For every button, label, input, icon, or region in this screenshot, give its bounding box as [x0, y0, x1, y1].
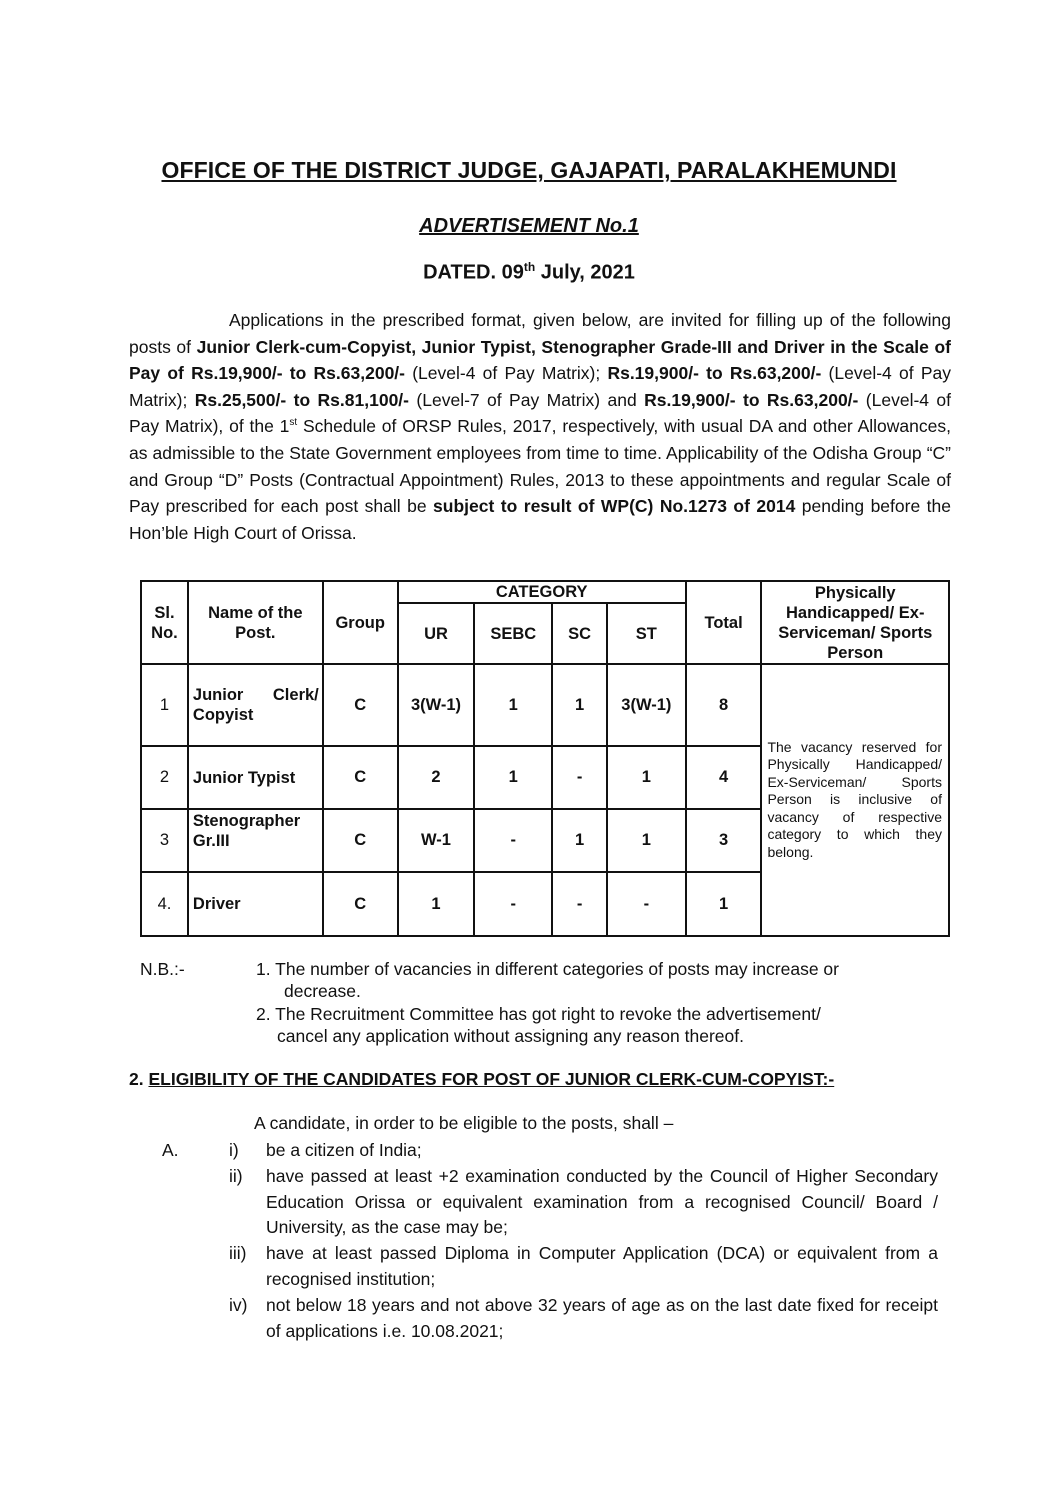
cell-group: C	[323, 664, 398, 746]
cell-sl: 1	[141, 664, 188, 746]
cell-post: Stenographer Gr.III	[188, 809, 323, 872]
cell-total: 1	[686, 872, 762, 936]
item-marker: iv)	[229, 1295, 248, 1315]
header-category: CATEGORY	[398, 581, 686, 603]
item-marker: ii)	[229, 1166, 243, 1186]
cell-sc: 1	[552, 809, 607, 872]
eligibility-item: be a citizen of India;	[266, 1140, 422, 1160]
cell-group: C	[323, 746, 398, 809]
cell-sebc: 1	[474, 664, 552, 746]
item-letter-a: A.	[162, 1140, 179, 1160]
cell-ur: 1	[398, 872, 475, 936]
cell-st: -	[607, 872, 686, 936]
cell-sebc: -	[474, 809, 552, 872]
vacancy-table	[140, 580, 950, 937]
header-ur: UR	[398, 603, 475, 664]
cell-ur: 2	[398, 746, 475, 809]
header-post-name: Name of the Post.	[188, 581, 323, 664]
intro-paragraph: Applications in the prescribed format, given below, are invited for filling up of the following posts of Junior Clerk-cum-Copyist, Junior Typist, Stenographer Grade-III and Driver in the Scale of Pay of Rs.19,900/- to Rs.63,200/- (Level-4 of Pay Matrix); Rs.19,900/- to Rs.63,200/- (Level-4 of Pay Matrix); Rs.25,500/- to Rs.81,100/- (Level-7 of Pay Matrix) and Rs.19,900/- to Rs.63,200/- (Level-4 of Pay Matrix), of the 1st Schedule of ORSP Rules, 2017, respectively, with usual DA and other Allowances, as admissible to the State Government employees from time to time. Applicability of the Odisha Group “C” and Group “D” Posts (Contractual Appointment) Rules, 2013 to these appointments and regular Scale of Pay prescribed for each post shall be subject to result of WP(C) No.1273 of 2014 pending before the Hon’ble High Court of Orissa.	[129, 310, 952, 543]
header-st: ST	[607, 603, 686, 664]
eligibility-item: not below 18 years and not above 32 years of age as on the last date fixed for receipt of applications i.e. 10.08.2021;	[266, 1295, 938, 1341]
cell-st: 1	[607, 809, 686, 872]
nb-note-1-line-2: decrease.	[284, 981, 361, 1001]
nb-note-2-line-2: cancel any application without assigning any reason thereof.	[277, 1026, 744, 1046]
header-sl-no: Sl. No.	[141, 581, 188, 664]
cell-sl: 4.	[141, 872, 188, 936]
header-total: Total	[686, 581, 762, 664]
office-title: OFFICE OF THE DISTRICT JUDGE, GAJAPATI, PARALAKHEMUNDI	[161, 157, 897, 183]
item-marker: i)	[229, 1140, 239, 1160]
header-sc: SC	[552, 603, 607, 664]
cell-sl: 2	[141, 746, 188, 809]
ph-note: The vacancy reserved for Physically Handicapped/ Ex-Serviceman/ Sports Person is inclusive of vacancy of respective category to which they belong.	[761, 664, 949, 936]
cell-sc: 1	[552, 664, 607, 746]
cell-group: C	[323, 872, 398, 936]
header-sebc: SEBC	[474, 603, 552, 664]
cell-total: 3	[686, 809, 762, 872]
cell-group: C	[323, 809, 398, 872]
cell-sc: -	[552, 872, 607, 936]
cell-sc: -	[552, 746, 607, 809]
cell-sebc: -	[474, 872, 552, 936]
cell-st: 3(W-1)	[607, 664, 686, 746]
item-marker: iii)	[229, 1243, 247, 1263]
table-row	[141, 664, 949, 746]
advertisement-number: ADVERTISEMENT No.1	[419, 215, 639, 237]
advertisement-date: DATED. 09th July, 2021	[423, 260, 635, 284]
nb-note-2-line-1: 2. The Recruitment Committee has got right to revoke the advertisement/	[256, 1004, 821, 1024]
cell-post: Junior Typist	[188, 746, 323, 809]
cell-total: 8	[686, 664, 762, 746]
header-ph: Physically Handicapped/ Ex-Serviceman/ Sports Person	[761, 581, 949, 664]
section-2-heading: 2. ELIGIBILITY OF THE CANDIDATES FOR POST OF JUNIOR CLERK-CUM-COPYIST:-	[129, 1069, 835, 1089]
nb-label: N.B.:-	[140, 959, 185, 979]
cell-ur: W-1	[398, 809, 475, 872]
cell-post: Junior Clerk/ Copyist	[188, 664, 323, 746]
nb-note-1-line-1: 1. The number of vacancies in different categories of posts may increase or	[256, 959, 839, 979]
cell-st: 1	[607, 746, 686, 809]
header-group: Group	[323, 581, 398, 664]
eligibility-item: have passed at least +2 examination conducted by the Council of Higher Secondary Education Orissa or equivalent examination from a recognised Council/ Board / University, as the case may be;	[266, 1166, 938, 1237]
eligibility-intro: A candidate, in order to be eligible to the posts, shall –	[254, 1113, 674, 1133]
cell-total: 4	[686, 746, 762, 809]
cell-sl: 3	[141, 809, 188, 872]
cell-post: Driver	[188, 872, 323, 936]
eligibility-item: have at least passed Diploma in Computer Application (DCA) or equivalent from a recognised institution;	[266, 1243, 938, 1289]
cell-ur: 3(W-1)	[398, 664, 475, 746]
cell-sebc: 1	[474, 746, 552, 809]
